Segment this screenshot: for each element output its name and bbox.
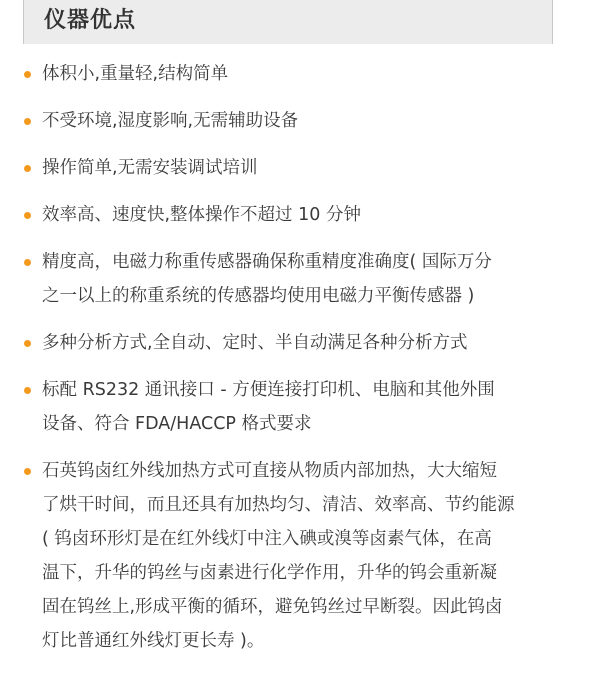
feature-text: 多种分析方式,全自动、定时、半自动满足各种分析方式: [42, 333, 468, 353]
bullet-dot-icon: [24, 71, 31, 78]
feature-text: 不受环境,湿度影响,无需辅助设备: [42, 111, 299, 131]
feature-text: 操作简单,无需安装调试培训: [42, 158, 258, 178]
bullet-dot-icon: [24, 387, 31, 394]
bullet-dot-icon: [24, 165, 31, 172]
bullet-dot-icon: [24, 468, 31, 475]
feature-item-6: [20, 326, 560, 360]
feature-item-5: [20, 245, 560, 313]
feature-item-8: [20, 454, 560, 658]
bullet-dot-icon: [24, 212, 31, 219]
section-header: [23, 0, 553, 44]
bullet-dot-icon: [24, 118, 31, 125]
feature-item-4: [20, 198, 560, 232]
feature-list: [20, 57, 560, 658]
feature-item-1: [20, 57, 560, 91]
feature-item-7: [20, 373, 560, 441]
feature-text: 标配 RS232 通讯接口 - 方便连接打印机、电脑和其他外围 设备、符合 FDA/HACCP 格式要求: [42, 380, 495, 434]
feature-text: 体积小,重量轻,结构简单: [42, 64, 229, 84]
feature-text: 石英钨卤红外线加热方式可直接从物质内部加热，大大缩短 了烘干时间，而且还具有加热均匀、清洁、效率高、节约能源 ( 钨卤环形灯是在红外线灯中注入碘或溴等卤素气体，在高 温下，升华的钨丝与卤素进行化学作用，升华的钨会重新凝 固在钨丝上,形成平衡的循环，避免钨丝过早断裂。因此钨卤 灯比普通红外线灯更长寿 )。: [42, 461, 515, 651]
feature-text: 精度高，电磁力称重传感器确保称重精度准确度( 国际万分 之一以上的称重系统的传感器均使用电磁力平衡传感器 ): [42, 252, 492, 306]
bullet-dot-icon: [24, 340, 31, 347]
feature-item-3: [20, 151, 560, 185]
feature-item-2: [20, 104, 560, 138]
bullet-dot-icon: [24, 259, 31, 266]
section-title: 仪器优点: [44, 8, 137, 33]
feature-text: 效率高、速度快,整体操作不超过 10 分钟: [42, 205, 361, 225]
